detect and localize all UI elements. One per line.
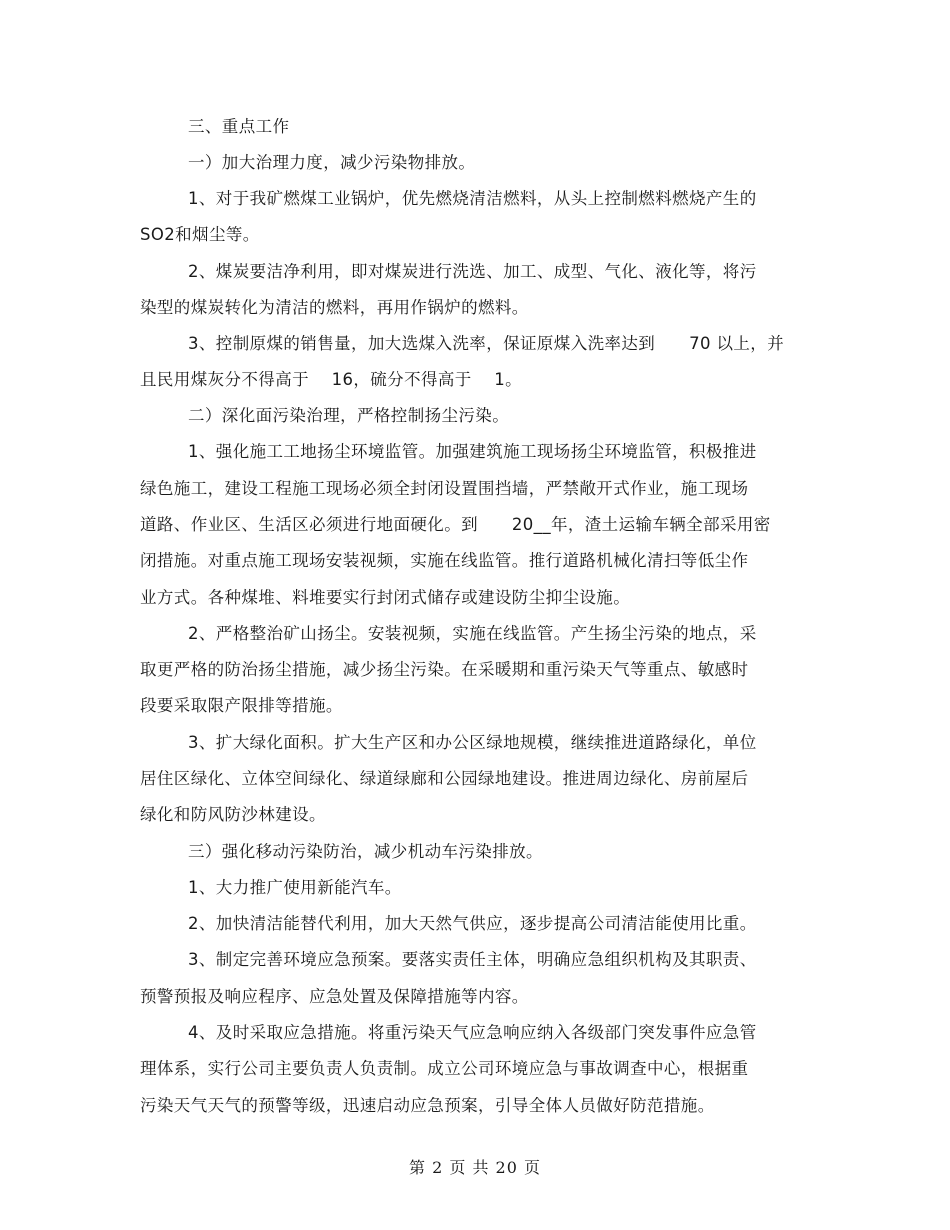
paragraph-line: 理体系，实行公司主要负责人负责制。成立公司环境应急与事故调查中心，根据重 [140, 1059, 749, 1078]
paragraph-line: 2、严格整治矿山扬尘。安装视频，实施在线监管。产生扬尘污染的地点，采 [188, 624, 757, 643]
paragraph-line: 段要采取限产限排等措施。 [140, 696, 343, 715]
paragraph-line: 业方式。各种煤堆、料堆要实行封闭式储存或建设防尘抑尘设施。 [140, 588, 631, 607]
subsection-heading: 三）强化移动污染防治，减少机动车污染排放。 [188, 842, 543, 861]
paragraph-line: 绿色施工，建设工程施工现场必须全封闭设置围挡墙，严禁敞开式作业，施工现场 [140, 479, 749, 498]
paragraph-line: 绿化和防风防沙林建设。 [140, 805, 326, 824]
paragraph-line: SO2和烟尘等。 [140, 225, 260, 244]
subsection-heading: 一）加大治理力度，减少污染物排放。 [188, 153, 476, 172]
paragraph-line: 污染天气天气的预警等级，迅速启动应急预案，引导全体人员做好防范措施。 [140, 1096, 715, 1115]
page-number-footer: 第 2 页 共 20 页 [409, 1158, 541, 1177]
subsection-heading: 二）深化面污染治理，严格控制扬尘污染。 [188, 406, 510, 425]
paragraph-line: 3、扩大绿化面积。扩大生产区和办公区绿地规模，继续推进道路绿化，单位 [188, 733, 757, 752]
paragraph-line: 闭措施。对重点施工现场安装视频，实施在线监管。推行道路机械化清扫等低尘作 [140, 551, 749, 570]
paragraph-line: 1、大力推广使用新能汽车。 [188, 878, 402, 897]
section-heading: 三、重点工作 [188, 117, 290, 136]
paragraph-line: 2、煤炭要洁净利用，即对煤炭进行洗选、加工、成型、气化、液化等，将污 [188, 262, 757, 281]
paragraph-line: 预警预报及响应程序、应急处置及保障措施等内容。 [140, 987, 529, 1006]
paragraph-line: 居住区绿化、立体空间绿化、绿道绿廊和公园绿地建设。推进周边绿化、房前屋后 [140, 769, 749, 788]
paragraph-line: 道路、作业区、生活区必须进行地面硬化。到 20__年，渣土运输车辆全部采用密 [140, 515, 771, 534]
paragraph-line: 3、制定完善环境应急预案。要落实责任主体，明确应急组织机构及其职责、 [188, 950, 757, 969]
paragraph-line: 4、及时采取应急措施。将重污染天气应急响应纳入各级部门突发事件应急管 [188, 1023, 757, 1042]
paragraph-line: 3、控制原煤的销售量，加大选煤入洗率，保证原煤入洗率达到 70 以上，并 [188, 334, 785, 353]
paragraph-line: 取更严格的防治扬尘措施，减少扬尘污染。在采暖期和重污染天气等重点、敏感时 [140, 660, 749, 679]
paragraph-line: 1、对于我矿燃煤工业锅炉，优先燃烧清洁燃料，从头上控制燃料燃烧产生的 [188, 189, 757, 208]
paragraph-line: 染型的煤炭转化为清洁的燃料，再用作锅炉的燃料。 [140, 298, 529, 317]
paragraph-line: 2、加快清洁能替代利用，加大天然气供应，逐步提高公司清洁能使用比重。 [188, 914, 757, 933]
paragraph-line: 1、强化施工工地扬尘环境监管。加强建筑施工现场扬尘环境监管，积极推进 [188, 442, 757, 461]
paragraph-line: 且民用煤灰分不得高于 16，硫分不得高于 1。 [140, 370, 523, 389]
